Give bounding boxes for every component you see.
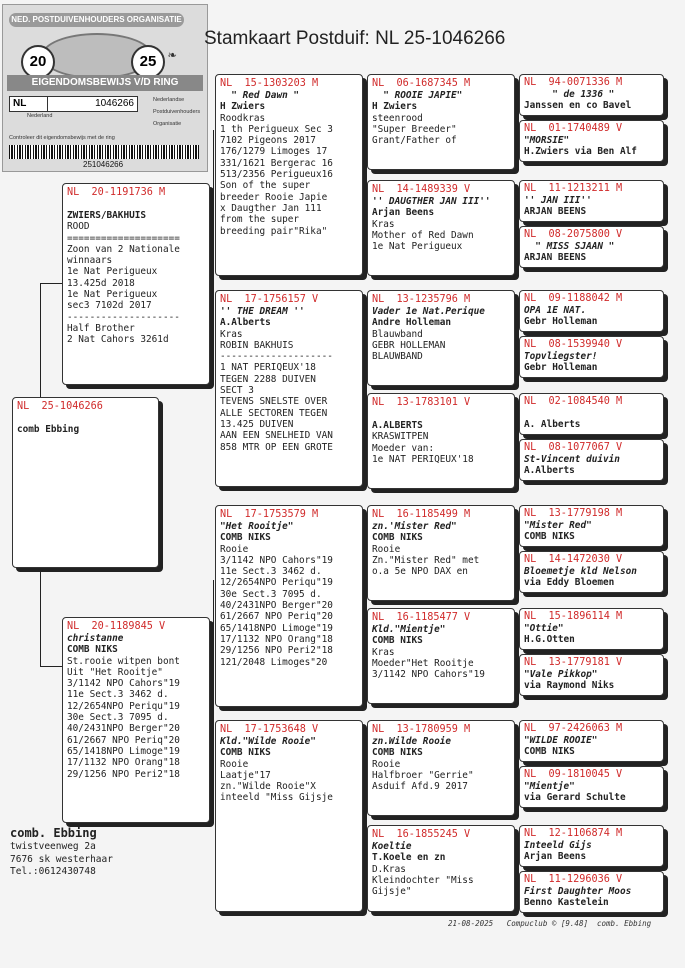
great-great-grandparent-card[interactable]	[519, 120, 664, 162]
pedigree-text: AAN EEN SNELHEID VAN	[220, 430, 333, 442]
barcode-number: 251046266	[83, 160, 124, 169]
pedigree-text: 65/1418NPO Limoge"19	[67, 745, 180, 757]
pedigree-text: 3/1142 NPO Cahors"19	[220, 554, 333, 566]
pigeon-name: "Het Rooitje"	[220, 521, 294, 532]
breeder-name: via Raymond Niks	[524, 680, 615, 692]
ring-number: NL 08-1077067 V	[524, 442, 623, 453]
pedigree-text: 40/2431NPO Berger"20	[220, 600, 333, 612]
pigeon-name: '' JAN III''	[524, 195, 592, 206]
pedigree-text: Blauwband	[372, 328, 423, 340]
pedigree-text: 1e Nat Perigueux	[372, 241, 463, 253]
pigeon-name: " de 1336 "	[524, 89, 615, 100]
pedigree-text: 12/2654NPO Periqu"19	[220, 577, 333, 589]
connector-line	[40, 283, 41, 397]
card-body	[368, 721, 514, 795]
pigeon-name: First Daughter Moos	[524, 886, 632, 897]
grandparent-card[interactable]	[215, 74, 363, 276]
great-great-grandparent-card[interactable]	[519, 825, 664, 867]
great-grandparent-card[interactable]	[367, 505, 515, 601]
ring-number: NL 14-1472030 V	[524, 554, 623, 565]
breeder-name: COMB NIKS	[67, 644, 118, 656]
connector-line	[365, 130, 366, 220]
pedigree-text: ALLE SECTOREN TEGEN	[220, 407, 328, 419]
pigeon-name: "Mister Red"	[524, 520, 592, 531]
pedigree-text: KRASWITPEN	[372, 431, 429, 443]
card-body	[13, 398, 158, 438]
pedigree-text: 1e NAT PERIQEUX'18	[372, 453, 474, 465]
ring-number: NL 16-1855245 V	[372, 829, 471, 840]
breeder-name: comb Ebbing	[17, 424, 80, 435]
grandparent-card[interactable]	[215, 720, 363, 912]
pedigree-text: 3/1142 NPO Cahors"19	[67, 678, 180, 690]
ring-number: NL 17-1753648 V	[220, 724, 319, 735]
pedigree-text: Asduif Afd.9 2017	[372, 781, 468, 793]
great-grandparent-card[interactable]	[367, 608, 515, 704]
great-grandparent-card[interactable]	[367, 393, 515, 489]
breeder-name: A. Alberts	[524, 419, 581, 430]
connector-line	[40, 566, 41, 666]
great-grandparent-card[interactable]	[367, 180, 515, 276]
pigeon-name: " ROOIE JAPIE"	[372, 90, 463, 101]
ring-number: NL 09-1188042 M	[524, 293, 623, 304]
card-body	[368, 826, 514, 900]
breeder-name: Andre Holleman	[372, 317, 452, 329]
pedigree-text: Kras	[220, 328, 243, 340]
owner-street: twistveenweg 2a	[10, 841, 96, 852]
ring-number: NL 16-1185477 V	[372, 612, 471, 623]
card-body	[520, 440, 663, 479]
pedigree-text: Kras	[372, 646, 395, 658]
breeder-name: Gebr Holleman	[524, 316, 598, 328]
pigeon-name: '' THE DREAM ''	[220, 306, 305, 317]
pigeon-name: Topvliegster!	[524, 351, 598, 362]
card-body	[216, 721, 362, 807]
pedigree-text: GEBR HOLLEMAN	[372, 339, 446, 351]
ring-number: NL 08-1539940 V	[524, 339, 623, 350]
ring-number: NL 15-1896114 M	[524, 611, 623, 622]
card-body	[520, 506, 663, 545]
pedigree-text: zn."Wilde Rooie"X	[220, 781, 316, 793]
owner-name: comb. Ebbing	[10, 826, 97, 840]
ring-number: NL 94-0071336 M	[524, 77, 623, 88]
owner-phone: Tel.:0612430748	[10, 866, 96, 877]
pigeon-name: "MORSIE"	[524, 135, 570, 146]
card-body	[520, 826, 663, 865]
stamp-country: NL	[9, 96, 50, 112]
spacer	[372, 409, 510, 420]
pigeon-name: zn.'Mister Red"	[372, 521, 457, 532]
card-body	[63, 184, 209, 349]
card-body	[368, 609, 514, 683]
pedigree-text: Rooie	[372, 758, 401, 770]
owner-city: 7676 sk westerhaar	[10, 853, 113, 865]
pigeon-name: "Ottie"	[524, 623, 564, 634]
stamp-year-right: 25	[131, 45, 165, 79]
breeder-name: COMB NIKS	[372, 635, 423, 647]
pedigree-text: ROBIN BAKHUIS	[220, 339, 294, 351]
pedigree-text: Laatje"17	[220, 769, 271, 781]
pedigree-text: Zoon van 2 Nationale	[67, 243, 180, 255]
pedigree-text: 1e Nat Perigueux	[67, 266, 158, 278]
great-grandparent-card[interactable]	[367, 74, 515, 170]
ring-number: NL 09-1810045 V	[524, 769, 623, 780]
ring-number: NL 02-1084540 M	[524, 396, 623, 407]
card-body	[368, 394, 514, 468]
grandparent-card[interactable]	[215, 505, 363, 707]
ownership-certificate-stamp	[2, 4, 208, 172]
ring-number: NL 16-1185499 M	[372, 509, 471, 520]
pedigree-text: 61/2667 NPO Periq"20	[220, 611, 333, 623]
pedigree-text: 7102 Pigeons 2017	[220, 135, 316, 147]
stamp-note: Controleer dit eigendomsbewijs met de ring	[9, 135, 115, 141]
father-card[interactable]	[62, 183, 210, 385]
breeder-name: T.Koele en zn	[372, 852, 446, 864]
great-grandparent-card[interactable]	[367, 290, 515, 386]
connector-line	[213, 130, 214, 340]
pedigree-text: 3/1142 NPO Cahors"19	[372, 669, 485, 681]
pedigree-text: Son of the super	[220, 180, 311, 192]
spacer	[17, 413, 154, 424]
pedigree-text: Kleindochter "Miss	[372, 874, 474, 886]
card-body	[520, 121, 663, 160]
pedigree-text: 11e Sect.3 3462 d.	[220, 566, 322, 578]
pedigree-text: 13.425 DUIVEN	[220, 418, 294, 430]
pedigree-text: 331/1621 Bergerac 16	[220, 157, 333, 169]
ring-number: NL 12-1106874 M	[524, 828, 623, 839]
great-great-grandparent-card[interactable]	[519, 720, 664, 762]
great-great-grandparent-card[interactable]	[519, 336, 664, 378]
card-body	[368, 291, 514, 365]
card-body	[368, 181, 514, 255]
pedigree-text: --------------------	[67, 311, 180, 323]
card-body	[63, 618, 209, 783]
great-great-grandparent-card[interactable]	[519, 439, 664, 481]
ring-number: NL 14-1489339 V	[372, 184, 471, 195]
ring-number: NL 01-1740489 V	[524, 123, 623, 134]
card-body	[520, 552, 663, 591]
breeder-name: COMB NIKS	[372, 532, 423, 544]
ring-number: NL 11-1296036 V	[524, 874, 623, 885]
breeder-name: COMB NIKS	[524, 746, 575, 758]
breeder-name: ARJAN BEENS	[524, 252, 587, 264]
spacer	[524, 408, 659, 419]
pedigree-text: steenrood	[372, 112, 423, 124]
pedigree-text: Uit "Het Rooitje"	[67, 666, 163, 678]
pedigree-text: breeding pair"Rika"	[220, 225, 328, 237]
ring-number: NL 08-2075800 V	[524, 229, 623, 240]
breeder-name: COMB NIKS	[220, 747, 271, 759]
breeder-name: ZWIERS/BAKHUIS	[67, 210, 147, 221]
breeder-name: COMB NIKS	[220, 532, 271, 544]
breeder-name: via Eddy Bloemen	[524, 577, 615, 589]
pedigree-text: 1 th Perigueux Sec 3	[220, 123, 333, 135]
pigeon-name: " Red Dawn "	[220, 90, 300, 101]
pigeon-name: "Mientje"	[524, 781, 575, 792]
ring-number: NL 13-1783101 V	[372, 397, 471, 408]
pedigree-text: ROOD	[67, 221, 90, 233]
pedigree-text: ====================	[67, 232, 180, 244]
connector-line	[213, 580, 214, 810]
pedigree-text: --------------------	[220, 351, 333, 363]
stamp-year-left: 20	[21, 45, 55, 79]
card-body	[520, 609, 663, 648]
ring-number: NL 20-1191736 M	[67, 187, 166, 198]
pigeon-name: zn.Wilde Rooie	[372, 736, 452, 747]
dove-icon: ❧	[168, 47, 177, 63]
ring-number: NL 17-1756157 V	[220, 294, 319, 305]
breeder-name: H Zwiers	[220, 101, 266, 113]
breeder-name: H.G.Otten	[524, 634, 575, 646]
ring-number: NL 13-1780959 M	[372, 724, 471, 735]
pedigree-text: 17/1132 NPO Orang"18	[67, 757, 180, 769]
great-great-grandparent-card[interactable]	[519, 766, 664, 808]
pedigree-text: 121/2048 Limoges"20	[220, 656, 328, 668]
pedigree-text: BLAUWBAND	[372, 351, 423, 363]
great-great-grandparent-card[interactable]	[519, 551, 664, 593]
pigeon-name: Koeltie	[372, 841, 412, 852]
breeder-name: ARJAN BEENS	[524, 206, 587, 218]
pigeon-name: "Vale Pikkop"	[524, 669, 598, 680]
pedigree-text: winnaars	[67, 255, 113, 267]
pedigree-text: SECT 3	[220, 385, 254, 397]
pedigree-text: Roodkras	[220, 112, 266, 124]
card-body	[520, 291, 663, 330]
breeder-name: A.ALBERTS	[372, 420, 423, 431]
subject-card[interactable]	[12, 397, 159, 568]
pedigree-text: 858 MTR OP EEN GROTE	[220, 441, 333, 453]
pedigree-text: Moeder van:	[372, 442, 435, 454]
great-grandparent-card[interactable]	[367, 720, 515, 816]
pedigree-text: 30e Sect.3 7095 d.	[67, 712, 169, 724]
pedigree-text: Grant/Father of	[372, 135, 457, 147]
card-body	[520, 872, 663, 911]
pedigree-text: Kras	[372, 218, 395, 230]
card-body	[520, 655, 663, 694]
pedigree-text: 2 Nat Cahors 3261d	[67, 334, 169, 346]
pedigree-text: 29/1256 NPO Peri2"18	[67, 768, 180, 780]
breeder-name: COMB NIKS	[372, 747, 423, 759]
card-body	[520, 75, 663, 114]
pigeon-name: Vader 1e Nat.Perique	[372, 306, 485, 317]
pigeon-name: Bloemetje kld Nelson	[524, 566, 637, 577]
great-great-grandparent-card[interactable]	[519, 608, 664, 650]
ring-number: NL 13-1779181 V	[524, 657, 623, 668]
great-great-grandparent-card[interactable]	[519, 393, 664, 435]
pedigree-text: inteeld "Miss Gijsje	[220, 792, 333, 804]
great-great-grandparent-card[interactable]	[519, 505, 664, 547]
pedigree-text: Gijsje"	[372, 886, 412, 898]
card-body	[520, 394, 663, 432]
ring-number: NL 17-1753579 M	[220, 509, 319, 520]
pedigree-text: "Super Breeder"	[372, 123, 457, 135]
breeder-name: H.Zwiers via Ben Alf	[524, 146, 637, 158]
pedigree-text: breeder Rooie Japie	[220, 191, 328, 203]
breeder-name: H Zwiers	[372, 101, 418, 113]
card-body	[368, 506, 514, 580]
pedigree-text: Halfbroer "Gerrie"	[372, 769, 474, 781]
stamp-side-label: Nederlandse	[153, 97, 185, 103]
ring-number: NL 25-1046266	[17, 401, 103, 412]
ring-number: NL 15-1303203 M	[220, 78, 319, 89]
pedigree-text: 29/1256 NPO Peri2"18	[220, 645, 333, 657]
pedigree-text: Rooie	[220, 758, 249, 770]
great-great-grandparent-card[interactable]	[519, 180, 664, 222]
pigeon-name: '' DAUGTHER JAN III''	[372, 196, 491, 207]
stamp-side-label: Postduivenhouders	[153, 109, 201, 115]
ring-number: NL 13-1235796 M	[372, 294, 471, 305]
page-title: Stamkaart Postduif: NL 25-1046266	[204, 28, 506, 49]
pedigree-text: D.Kras	[372, 863, 406, 875]
connector-line	[40, 666, 64, 667]
pedigree-text: St.rooie witpen bont	[67, 655, 180, 667]
pedigree-text: x Daugther Jan 111	[220, 202, 322, 214]
stamp-side-label: Organisatie	[153, 121, 182, 127]
great-great-grandparent-card[interactable]	[519, 290, 664, 332]
ring-number: NL 20-1189845 V	[67, 621, 166, 632]
card-body	[520, 721, 663, 760]
grandparent-card[interactable]	[215, 290, 363, 487]
pedigree-text: 12/2654NPO Periqu"19	[67, 700, 180, 712]
card-body	[520, 337, 663, 376]
connector-line	[365, 545, 366, 655]
connector-line	[365, 780, 366, 870]
card-body	[520, 227, 663, 266]
pigeon-name: Inteeld Gijs	[524, 840, 592, 851]
pigeon-name: christanne	[67, 633, 124, 644]
ring-number: NL 97-2426063 M	[524, 723, 623, 734]
ring-number: NL 11-1213211 M	[524, 183, 623, 194]
pedigree-text: 40/2431NPO Berger"20	[67, 723, 180, 735]
great-great-grandparent-card[interactable]	[519, 871, 664, 913]
connector-line	[365, 340, 366, 430]
pedigree-text: Moeder"Het Rooitje	[372, 657, 474, 669]
pedigree-text: 17/1132 NPO Orang"18	[220, 633, 333, 645]
stamp-ring-number: 1046266	[47, 96, 138, 112]
breeder-name: Arjan Beens	[372, 207, 435, 219]
pedigree-text: TEGEN 2288 DUIVEN	[220, 373, 316, 385]
barcode	[9, 145, 199, 159]
pedigree-text: Mother of Red Dawn	[372, 229, 474, 241]
card-body	[520, 767, 663, 806]
card-body	[216, 75, 362, 240]
pedigree-text: Rooie	[220, 543, 249, 555]
card-body	[520, 181, 663, 220]
great-great-grandparent-card[interactable]	[519, 74, 664, 116]
pedigree-text: from the super	[220, 214, 300, 226]
pedigree-text: 176/1279 Limoges 17	[220, 146, 328, 158]
card-body	[216, 506, 362, 671]
pigeon-name: OPA 1E NAT.	[524, 305, 587, 316]
pigeon-name: " MISS SJAAN "	[524, 241, 615, 252]
pedigree-text: 65/1418NPO Limoge"19	[220, 622, 333, 634]
pigeon-name: "WILDE ROOIE"	[524, 735, 598, 746]
pedigree-text: 61/2667 NPO Periq"20	[67, 734, 180, 746]
breeder-name: Benno Kastelein	[524, 897, 609, 909]
breeder-name: COMB NIKS	[524, 531, 575, 543]
owner-info	[10, 826, 113, 879]
pedigree-text: 13.425d 2018	[67, 277, 135, 289]
pedigree-text: 1e Nat Perigueux	[67, 289, 158, 301]
footer: 21-08-2025 Compuclub © [9.48] comb. Ebbing	[448, 919, 652, 928]
connector-line	[40, 283, 64, 284]
pedigree-text: TEVENS SNELSTE OVER	[220, 396, 328, 408]
great-great-grandparent-card[interactable]	[519, 226, 664, 268]
pigeon-name: St-Vincent duivin	[524, 454, 620, 465]
pigeon-name: Kld."Mientje"	[372, 624, 446, 635]
pedigree-text: Half Brother	[67, 322, 135, 334]
great-great-grandparent-card[interactable]	[519, 654, 664, 696]
pedigree-text: sec3 7102d 2017	[67, 300, 152, 312]
ring-number: NL 13-1779198 M	[524, 508, 623, 519]
stamp-org-name: NED. POSTDUIVENHOUDERS ORGANISATIE	[9, 13, 184, 27]
breeder-name: Janssen en co Bavel	[524, 100, 632, 112]
card-body	[216, 291, 362, 456]
breeder-name: A.Alberts	[220, 317, 271, 329]
breeder-name: A.Alberts	[524, 465, 575, 477]
great-grandparent-card[interactable]	[367, 825, 515, 912]
pedigree-text: 11e Sect.3 3462 d.	[67, 689, 169, 701]
stamp-band-text: EIGENDOMSBEWIJS V/D RING	[7, 75, 203, 91]
ring-number: NL 06-1687345 M	[372, 78, 471, 89]
breeder-name: via Gerard Schulte	[524, 792, 626, 804]
breeder-name: Arjan Beens	[524, 851, 587, 863]
pigeon-name: Kld."Wilde Rooie"	[220, 736, 316, 747]
pedigree-text: 1 NAT PERIQEUX'18	[220, 362, 316, 374]
pedigree-text: Zn."Mister Red" met	[372, 554, 480, 566]
pedigree-text: o.a 5e NPO DAX en	[372, 566, 468, 578]
spacer	[67, 199, 205, 210]
mother-card[interactable]	[62, 617, 210, 823]
pedigree-text: Rooie	[372, 543, 401, 555]
stamp-country-name: Nederland	[27, 113, 53, 119]
pedigree-text: 513/2356 Perigueux16	[220, 169, 333, 181]
card-body	[368, 75, 514, 149]
breeder-name: Gebr Holleman	[524, 362, 598, 374]
pedigree-text: 30e Sect.3 7095 d.	[220, 588, 322, 600]
